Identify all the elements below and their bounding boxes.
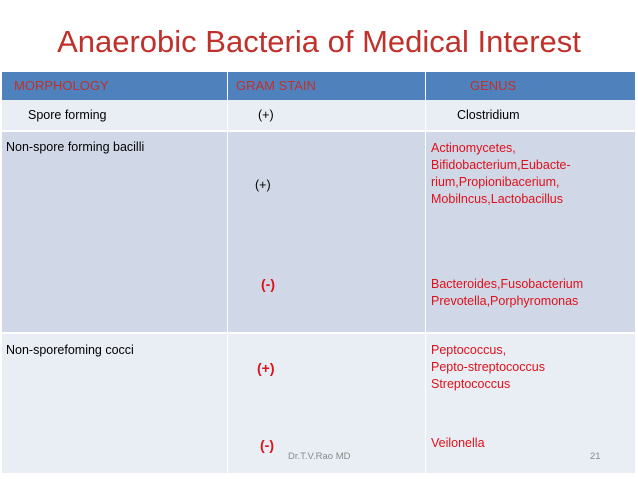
column-divider: [227, 72, 228, 473]
footer-author: Dr.T.V.Rao MD: [288, 451, 351, 462]
genus-line: Actinomycetes,: [431, 141, 516, 155]
column-divider: [425, 72, 426, 473]
table-row: [2, 132, 635, 332]
header-gram-stain: GRAM STAIN: [236, 78, 316, 93]
row1-morphology: Spore forming: [28, 108, 107, 122]
row3-gram-positive: (+): [257, 360, 275, 376]
slide-title: Anaerobic Bacteria of Medical Interest: [57, 24, 581, 59]
row3-morphology: Non-sporefoming cocci: [6, 343, 134, 357]
genus-line: Pepto-streptococcus: [431, 360, 545, 374]
row1-gram-stain: (+): [258, 108, 274, 122]
row2-genus-negative: [431, 276, 583, 310]
genus-line: rium,Propionibacerium,: [431, 175, 560, 189]
genus-line: Streptococcus: [431, 377, 511, 391]
row2-genus-positive: [431, 140, 571, 208]
table-header-row: [2, 72, 635, 100]
row2-gram-positive: (+): [255, 178, 271, 192]
genus-line: Prevotella,Porphyromonas: [431, 294, 579, 308]
genus-line: Bifidobacterium,Eubacte-: [431, 158, 571, 172]
row3-genus-positive: [431, 342, 545, 393]
row3-gram-negative: (-): [260, 437, 274, 453]
row1-genus: Clostridium: [457, 108, 520, 122]
row2-gram-negative: (-): [261, 276, 275, 292]
genus-line: Bacteroides,Fusobacterium: [431, 277, 584, 291]
genus-line: Mobilncus,Lactobacillus: [431, 192, 564, 206]
header-morphology: MORPHOLOGY: [14, 78, 109, 93]
row3-genus-negative: Veilonella: [431, 436, 485, 450]
genus-line: Peptococcus,: [431, 343, 507, 357]
table-row: [2, 100, 635, 130]
page-number: 21: [590, 451, 601, 462]
row2-morphology: Non-spore forming bacilli: [6, 140, 145, 154]
header-genus: GENUS: [470, 78, 517, 93]
bacteria-table: [2, 72, 635, 473]
